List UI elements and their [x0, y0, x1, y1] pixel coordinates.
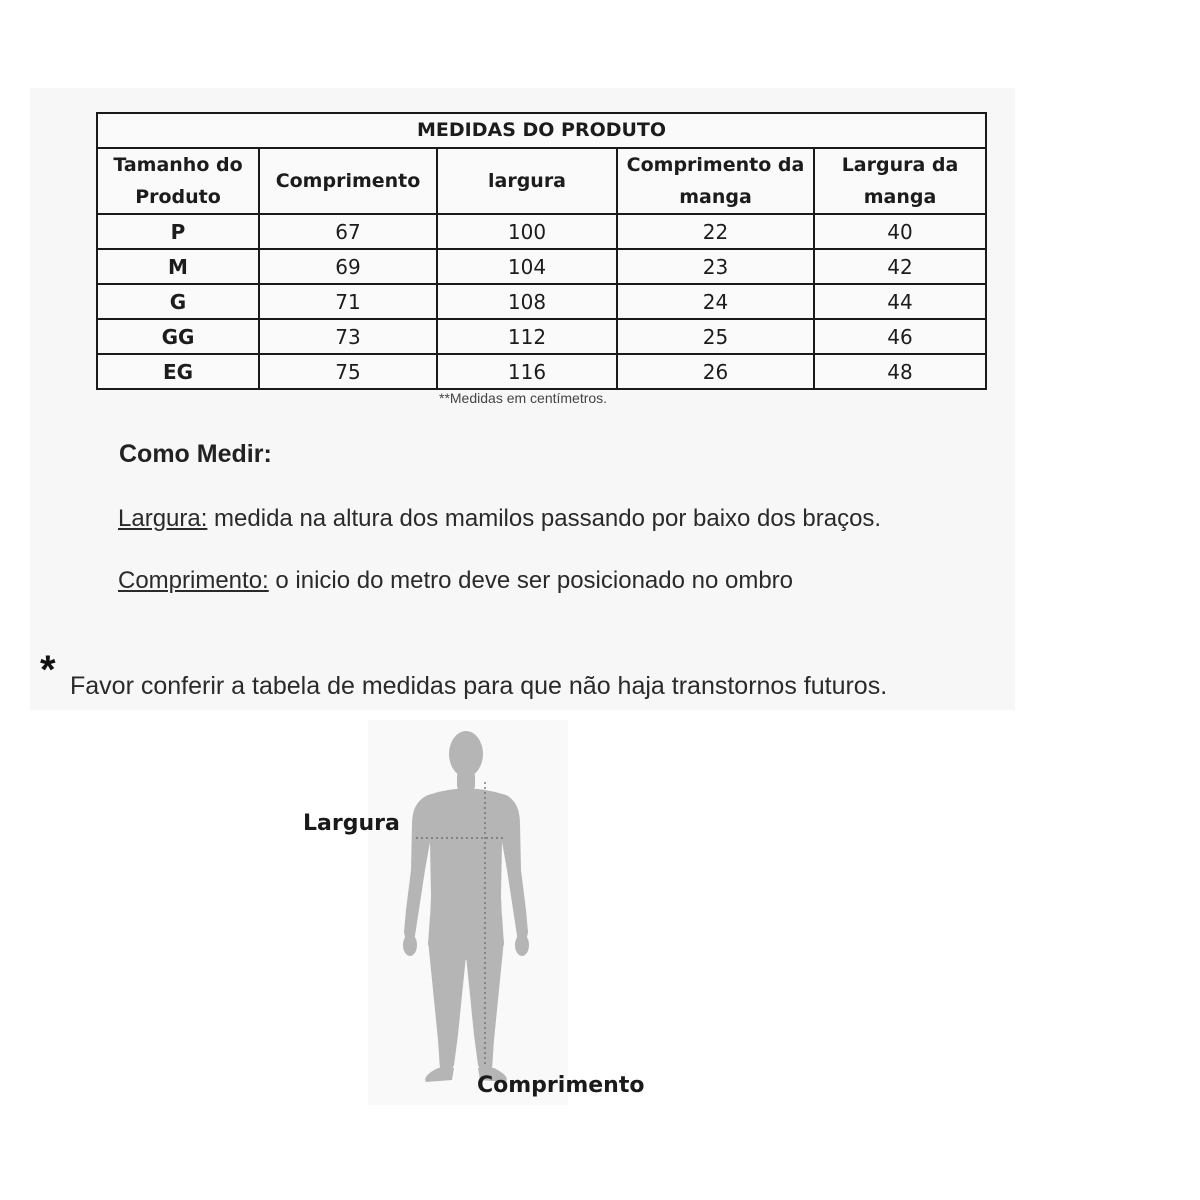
table-cell: 108	[437, 284, 617, 319]
size-cell: M	[97, 249, 259, 284]
table-cell: 71	[259, 284, 437, 319]
comprimento-instruction	[118, 567, 793, 595]
largura-term: Largura:	[118, 505, 208, 532]
table-cell: 48	[814, 354, 986, 389]
table-cell: 67	[259, 214, 437, 249]
header-largura-manga: Largura da manga	[814, 148, 986, 214]
header-comprimento: Comprimento	[259, 148, 437, 214]
warning-text: Favor conferir a tabela de medidas para que não haja transtornos futuros.	[70, 672, 888, 700]
header-size: Tamanho do Produto	[97, 148, 259, 214]
size-cell: P	[97, 214, 259, 249]
comprimento-term: Comprimento:	[118, 567, 269, 594]
table-note: **Medidas em centímetros.	[439, 390, 608, 406]
table-cell: 26	[617, 354, 814, 389]
figure-label-largura: Largura	[303, 811, 400, 836]
size-cell: EG	[97, 354, 259, 389]
table-cell: 46	[814, 319, 986, 354]
table-cell: 24	[617, 284, 814, 319]
table-cell: 23	[617, 249, 814, 284]
table-cell: 69	[259, 249, 437, 284]
largura-instruction	[118, 505, 881, 533]
table-cell: 22	[617, 214, 814, 249]
body-figure	[368, 720, 568, 1105]
table-cell: 116	[437, 354, 617, 389]
silhouette-svg	[368, 720, 568, 1105]
table-cell: 104	[437, 249, 617, 284]
comprimento-text: o inicio do metro deve ser posicionado no ombro	[268, 567, 794, 594]
header-comprimento-manga: Comprimento da manga	[617, 148, 814, 214]
asterisk-icon: *	[40, 648, 56, 692]
human-silhouette-icon	[403, 731, 529, 1082]
table-cell: 73	[259, 319, 437, 354]
table-cell: 75	[259, 354, 437, 389]
table-cell: 44	[814, 284, 986, 319]
table-row	[97, 284, 986, 319]
size-cell: GG	[97, 319, 259, 354]
table-cell: 40	[814, 214, 986, 249]
table-cell: 112	[437, 319, 617, 354]
table-row	[97, 249, 986, 284]
table-title: MEDIDAS DO PRODUTO	[97, 113, 986, 148]
table-cell: 42	[814, 249, 986, 284]
table-row	[97, 214, 986, 249]
table-row	[97, 354, 986, 389]
table-row	[97, 319, 986, 354]
size-table	[96, 112, 987, 390]
how-to-measure-heading: Como Medir:	[119, 440, 272, 468]
table-cell: 25	[617, 319, 814, 354]
header-largura: largura	[437, 148, 617, 214]
size-cell: G	[97, 284, 259, 319]
largura-text: medida na altura dos mamilos passando por baixo dos braços.	[207, 505, 882, 532]
figure-label-comprimento: Comprimento	[477, 1073, 645, 1098]
table-cell: 100	[437, 214, 617, 249]
